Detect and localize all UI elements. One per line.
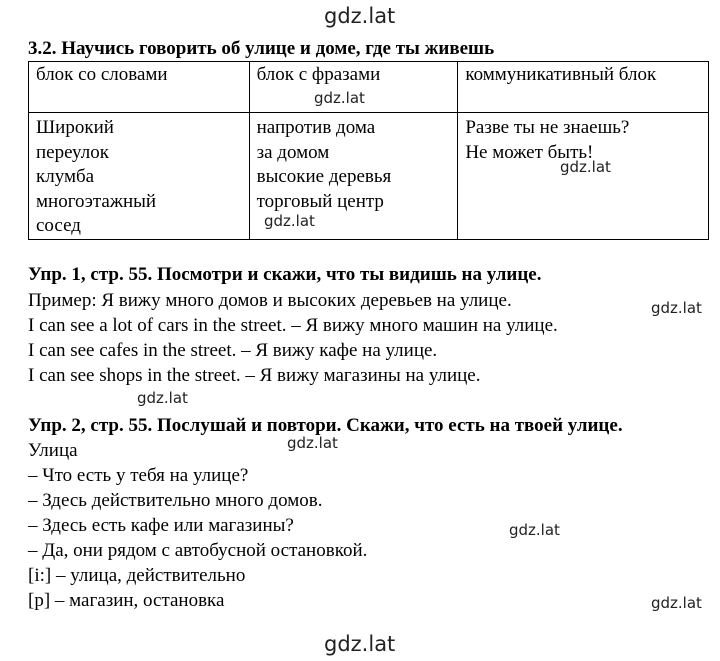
watermark-exercise-2-title: gdz.lat xyxy=(287,434,338,452)
phrase-item: напротив дома xyxy=(256,117,376,138)
watermark-table-middle: gdz.lat xyxy=(264,212,315,230)
header-phrases-block: блок с фразами xyxy=(249,62,458,113)
exercise-1-line: I can see shops in the street. – Я вижу магазины на улице. xyxy=(28,365,481,386)
word-item: клумба xyxy=(36,166,95,187)
exercise-2-line: – Что есть у тебя на улице? xyxy=(28,465,249,486)
communicative-item: Разве ты не знаешь? xyxy=(465,117,630,138)
word-item: сосед xyxy=(36,215,81,236)
exercise-1-line: Пример: Я вижу много домов и высоких деревьев на улице. xyxy=(28,290,512,311)
watermark-exercise-1-right: gdz.lat xyxy=(651,299,702,317)
table-header-row xyxy=(29,62,709,113)
word-item: Широкий xyxy=(36,117,114,138)
header-words-block: блок со словами xyxy=(29,62,250,113)
watermark-table-right: gdz.lat xyxy=(560,158,611,176)
exercise-2-line: [i:] – улица, действительно xyxy=(28,565,246,586)
vocabulary-table xyxy=(28,61,709,240)
exercise-2-line: [p] – магазин, остановка xyxy=(28,590,225,611)
watermark-top: gdz.lat xyxy=(324,4,396,28)
exercise-2-line: Улица xyxy=(28,440,78,461)
watermark-exercise-1-bottom: gdz.lat xyxy=(137,389,188,407)
exercise-2-title: Упр. 2, стр. 55. Послушай и повтори. Скажи, что есть на твоей улице. xyxy=(28,415,623,436)
word-item: многоэтажный xyxy=(36,190,157,212)
phrase-item: торговый центр xyxy=(256,190,384,212)
word-item: переулок xyxy=(36,141,109,163)
exercise-2-line: – Здесь есть кафе или магазины? xyxy=(28,515,294,536)
exercise-2-line: – Да, они рядом с автобусной остановкой. xyxy=(28,540,368,561)
exercise-2-line: – Здесь действительно много домов. xyxy=(28,490,323,511)
section-title: 3.2. Научись говорить об улице и доме, где ты живешь xyxy=(28,38,495,59)
exercise-1-line: I can see cafes in the street. – Я вижу кафе на улице. xyxy=(28,340,438,361)
words-cell xyxy=(29,113,250,240)
exercise-1-line: I can see a lot of cars in the street. – Я вижу много машин на улице. xyxy=(28,315,558,336)
phrase-item: за домом xyxy=(256,141,330,163)
header-communicative-block: коммуникативный блок xyxy=(458,62,709,113)
watermark-bottom: gdz.lat xyxy=(324,632,396,656)
exercise-1-title: Упр. 1, стр. 55. Посмотри и скажи, что ты видишь на улице. xyxy=(28,264,542,285)
watermark-exercise-2-middle: gdz.lat xyxy=(509,521,560,539)
watermark-table-header: gdz.lat xyxy=(314,89,365,107)
communicative-item: Не может быть! xyxy=(465,141,594,163)
phrase-item: высокие деревья xyxy=(256,166,392,187)
watermark-exercise-2-right: gdz.lat xyxy=(651,594,702,612)
